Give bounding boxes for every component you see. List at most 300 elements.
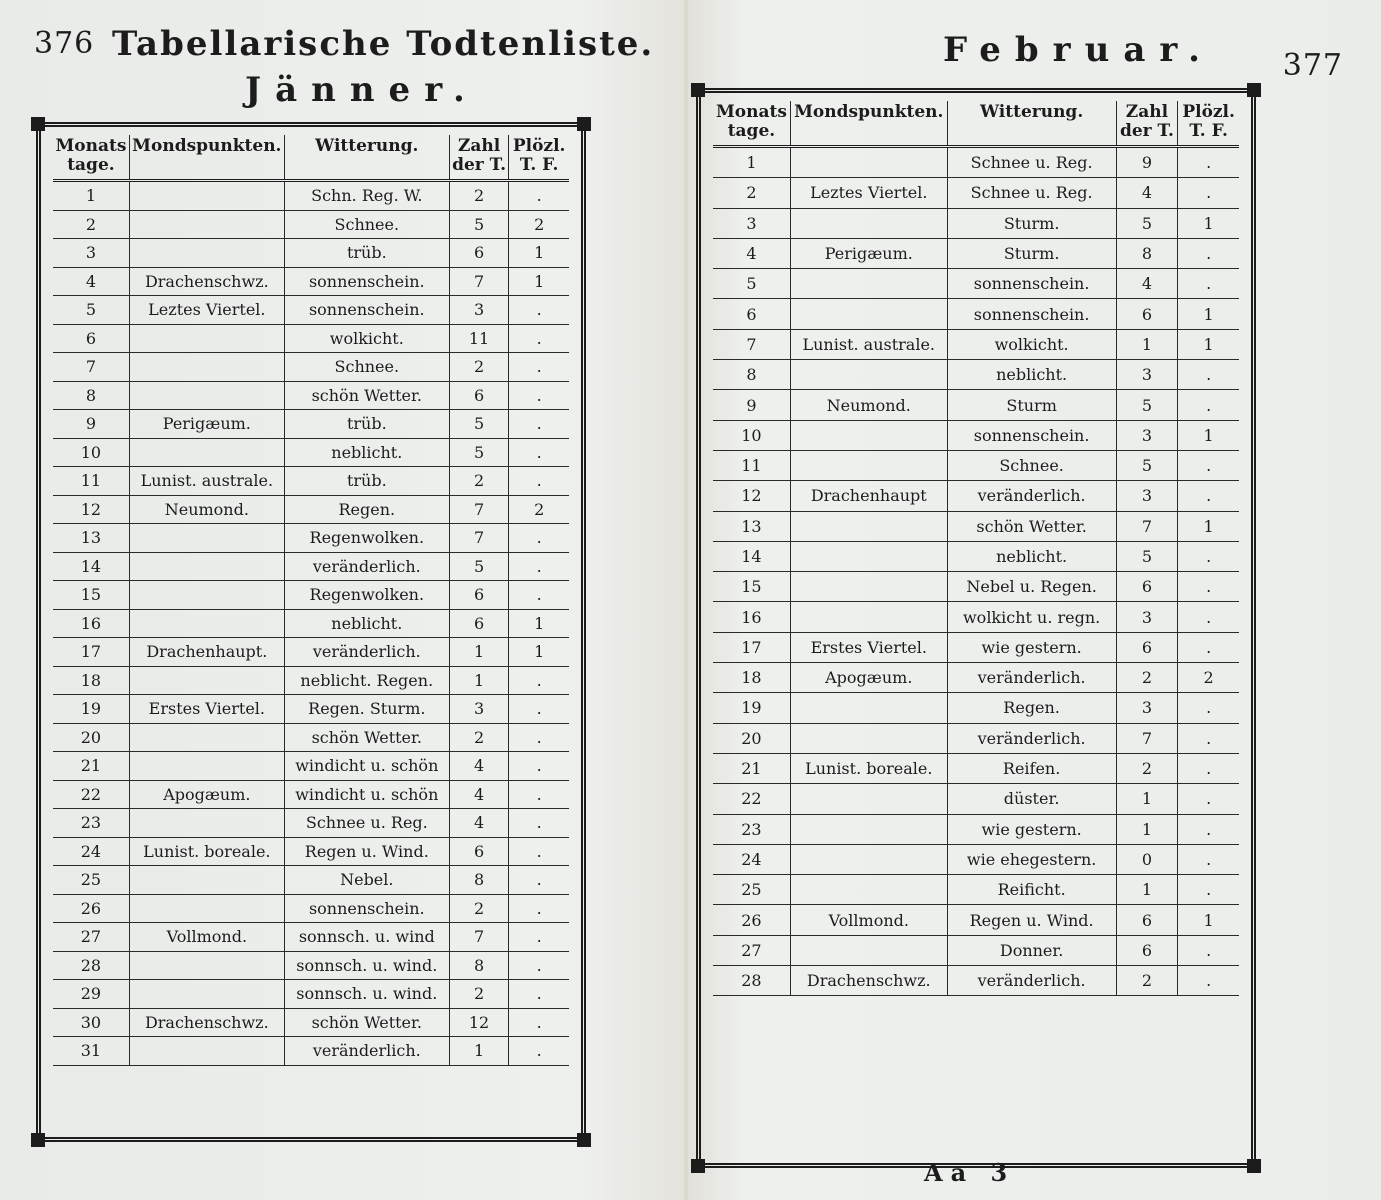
- weather-cell: Schnee u. Reg.: [284, 809, 449, 838]
- table-row: [713, 420, 1239, 450]
- sudden-deaths-cell: .: [1178, 360, 1239, 390]
- day-cell: 14: [713, 541, 790, 571]
- weather-cell: sonnenschein.: [947, 420, 1116, 450]
- table-row: [713, 208, 1239, 238]
- sudden-deaths-cell: .: [1178, 238, 1239, 268]
- table-row: [713, 329, 1239, 359]
- moon-phase-cell: [790, 784, 947, 814]
- day-cell: 21: [53, 752, 129, 781]
- weather-cell: Regen.: [947, 693, 1116, 723]
- moon-phase-cell: [129, 581, 284, 610]
- moon-phase-cell: [790, 875, 947, 905]
- day-cell: 16: [53, 609, 129, 638]
- moon-phase-cell: Neumond.: [129, 495, 284, 524]
- table-row: [53, 1008, 569, 1037]
- day-cell: 12: [53, 495, 129, 524]
- moon-phase-cell: Vollmond.: [129, 923, 284, 952]
- header-moon-phase: Mondspunkten.: [129, 135, 284, 181]
- death-count-cell: 5: [1116, 541, 1178, 571]
- table-row: [713, 753, 1239, 783]
- table-row: [53, 923, 569, 952]
- death-count-cell: 6: [1116, 905, 1178, 935]
- table-row: [53, 524, 569, 553]
- sudden-deaths-cell: .: [509, 866, 569, 895]
- table-row: [713, 693, 1239, 723]
- sudden-deaths-cell: .: [509, 780, 569, 809]
- day-cell: 27: [713, 935, 790, 965]
- moon-phase-cell: Lunist. boreale.: [790, 753, 947, 783]
- weather-cell: veränderlich.: [947, 663, 1116, 693]
- sudden-deaths-cell: .: [1178, 481, 1239, 511]
- weather-cell: Regen. Sturm.: [284, 695, 449, 724]
- sudden-deaths-cell: .: [509, 723, 569, 752]
- table-row: [713, 178, 1239, 208]
- day-cell: 9: [53, 410, 129, 439]
- table-row: [53, 1037, 569, 1066]
- sudden-deaths-cell: .: [509, 666, 569, 695]
- moon-phase-cell: [790, 541, 947, 571]
- moon-phase-cell: [129, 809, 284, 838]
- day-cell: 24: [53, 837, 129, 866]
- moon-phase-cell: [129, 723, 284, 752]
- weather-cell: Sturm.: [947, 238, 1116, 268]
- death-count-cell: 1: [1116, 875, 1178, 905]
- table-row: [713, 602, 1239, 632]
- moon-phase-cell: Leztes Viertel.: [129, 296, 284, 325]
- signature-mark: Aa 3: [924, 1158, 1016, 1187]
- sudden-deaths-cell: 1: [1178, 905, 1239, 935]
- table-row: [713, 147, 1239, 178]
- moon-phase-cell: [790, 450, 947, 480]
- moon-phase-cell: [129, 1037, 284, 1066]
- death-count-cell: 2: [449, 353, 509, 382]
- death-count-cell: 7: [449, 923, 509, 952]
- day-cell: 17: [53, 638, 129, 667]
- sudden-deaths-cell: .: [1178, 966, 1239, 996]
- death-count-cell: 4: [449, 809, 509, 838]
- day-cell: 16: [713, 602, 790, 632]
- table-row: [53, 410, 569, 439]
- moon-phase-cell: [129, 239, 284, 268]
- weather-cell: sonnsch. u. wind.: [284, 980, 449, 1009]
- weather-cell: veränderlich.: [284, 552, 449, 581]
- sudden-deaths-cell: .: [509, 524, 569, 553]
- death-count-cell: 5: [449, 210, 509, 239]
- sudden-deaths-cell: .: [1178, 753, 1239, 783]
- moon-phase-cell: [129, 552, 284, 581]
- death-count-cell: 6: [449, 239, 509, 268]
- day-cell: 20: [53, 723, 129, 752]
- death-count-cell: 3: [1116, 360, 1178, 390]
- corner-ornament: [691, 83, 705, 97]
- death-count-cell: 1: [1116, 329, 1178, 359]
- sudden-deaths-cell: 1: [1178, 420, 1239, 450]
- table-row: [713, 511, 1239, 541]
- death-count-cell: 1: [449, 1037, 509, 1066]
- sudden-deaths-cell: .: [1178, 572, 1239, 602]
- death-count-cell: 11: [449, 324, 509, 353]
- moon-phase-cell: [129, 353, 284, 382]
- table-row: [53, 438, 569, 467]
- corner-ornament: [31, 117, 45, 131]
- moon-phase-cell: [790, 511, 947, 541]
- weather-cell: schön Wetter.: [284, 381, 449, 410]
- moon-phase-cell: [790, 723, 947, 753]
- day-cell: 7: [53, 353, 129, 382]
- death-table-january: [53, 135, 569, 1066]
- page-number: 376: [34, 26, 95, 61]
- sudden-deaths-cell: .: [1178, 632, 1239, 662]
- death-count-cell: 7: [449, 524, 509, 553]
- moon-phase-cell: [129, 951, 284, 980]
- weather-cell: neblicht.: [947, 541, 1116, 571]
- moon-phase-cell: Neumond.: [790, 390, 947, 420]
- sudden-deaths-cell: .: [509, 181, 569, 211]
- death-count-cell: 6: [1116, 632, 1178, 662]
- death-count-cell: 5: [1116, 208, 1178, 238]
- day-cell: 6: [713, 299, 790, 329]
- table-row: [713, 541, 1239, 571]
- table-row: [713, 299, 1239, 329]
- moon-phase-cell: [790, 602, 947, 632]
- death-count-cell: 7: [449, 495, 509, 524]
- weather-cell: wie gestern.: [947, 814, 1116, 844]
- corner-ornament: [1247, 1159, 1261, 1173]
- table-row: [713, 360, 1239, 390]
- weather-cell: schön Wetter.: [947, 511, 1116, 541]
- death-count-cell: 6: [1116, 572, 1178, 602]
- day-cell: 20: [713, 723, 790, 753]
- table-row: [53, 780, 569, 809]
- moon-phase-cell: Perigæum.: [129, 410, 284, 439]
- table-row: [713, 784, 1239, 814]
- day-cell: 1: [713, 147, 790, 178]
- sudden-deaths-cell: 1: [509, 239, 569, 268]
- death-count-cell: 2: [1116, 966, 1178, 996]
- moon-phase-cell: [790, 269, 947, 299]
- weather-cell: Regenwolken.: [284, 524, 449, 553]
- moon-phase-cell: [790, 208, 947, 238]
- table-row: [53, 210, 569, 239]
- weather-cell: sonnenschein.: [284, 894, 449, 923]
- table-row: [53, 638, 569, 667]
- day-cell: 7: [713, 329, 790, 359]
- weather-cell: Schnee u. Reg.: [947, 147, 1116, 178]
- table-row: [53, 324, 569, 353]
- right-page: [688, 0, 1381, 1200]
- table-row: [53, 609, 569, 638]
- sudden-deaths-cell: 1: [1178, 329, 1239, 359]
- weather-cell: sonnenschein.: [947, 269, 1116, 299]
- table-row: [53, 552, 569, 581]
- death-count-cell: 5: [449, 552, 509, 581]
- table-row: [53, 894, 569, 923]
- table-row: [713, 390, 1239, 420]
- death-count-cell: 1: [449, 666, 509, 695]
- death-count-cell: 4: [1116, 178, 1178, 208]
- moon-phase-cell: [790, 147, 947, 178]
- page-number: 377: [1282, 48, 1343, 83]
- sudden-deaths-cell: 1: [509, 609, 569, 638]
- day-cell: 21: [713, 753, 790, 783]
- weather-cell: veränderlich.: [284, 1037, 449, 1066]
- weather-cell: Nebel u. Regen.: [947, 572, 1116, 602]
- moon-phase-cell: Drachenschwz.: [129, 267, 284, 296]
- table-row: [53, 695, 569, 724]
- moon-phase-cell: Vollmond.: [790, 905, 947, 935]
- header-moon-phase: Mondspunkten.: [790, 101, 947, 147]
- corner-ornament: [577, 117, 591, 131]
- header-sudden-deaths: Plözl. T. F.: [1178, 101, 1239, 147]
- header-sudden-deaths: Plözl. T. F.: [509, 135, 569, 181]
- death-count-cell: 5: [1116, 450, 1178, 480]
- day-cell: 24: [713, 844, 790, 874]
- moon-phase-cell: [790, 814, 947, 844]
- sudden-deaths-cell: 1: [1178, 208, 1239, 238]
- sudden-deaths-cell: 1: [509, 267, 569, 296]
- table-row: [713, 269, 1239, 299]
- moon-phase-cell: [129, 524, 284, 553]
- moon-phase-cell: Leztes Viertel.: [790, 178, 947, 208]
- table-row: [713, 238, 1239, 268]
- death-count-cell: 3: [449, 296, 509, 325]
- header-weather: Witterung.: [284, 135, 449, 181]
- weather-cell: Nebel.: [284, 866, 449, 895]
- table-row: [713, 844, 1239, 874]
- day-cell: 26: [53, 894, 129, 923]
- death-count-cell: 5: [449, 438, 509, 467]
- table-row: [53, 809, 569, 838]
- day-cell: 31: [53, 1037, 129, 1066]
- sudden-deaths-cell: 2: [509, 210, 569, 239]
- table-row: [53, 381, 569, 410]
- death-count-cell: 6: [449, 581, 509, 610]
- death-count-cell: 8: [449, 951, 509, 980]
- sudden-deaths-cell: 1: [1178, 511, 1239, 541]
- death-count-cell: 9: [1116, 147, 1178, 178]
- death-count-cell: 5: [449, 410, 509, 439]
- moon-phase-cell: [129, 609, 284, 638]
- table-row: [713, 935, 1239, 965]
- weather-cell: windicht u. schön: [284, 780, 449, 809]
- day-cell: 18: [53, 666, 129, 695]
- death-count-cell: 6: [449, 609, 509, 638]
- header-death-count: Zahl der T.: [449, 135, 509, 181]
- weather-cell: neblicht. Regen.: [284, 666, 449, 695]
- table-row: [53, 837, 569, 866]
- weather-cell: Reificht.: [947, 875, 1116, 905]
- table-row: [53, 951, 569, 980]
- moon-phase-cell: [129, 752, 284, 781]
- table-row: [713, 966, 1239, 996]
- day-cell: 18: [713, 663, 790, 693]
- death-count-cell: 3: [1116, 602, 1178, 632]
- table-row: [713, 572, 1239, 602]
- moon-phase-cell: Lunist. boreale.: [129, 837, 284, 866]
- sudden-deaths-cell: .: [509, 695, 569, 724]
- weather-cell: schön Wetter.: [284, 723, 449, 752]
- day-cell: 13: [713, 511, 790, 541]
- moon-phase-cell: Apogæum.: [129, 780, 284, 809]
- table-row: [53, 495, 569, 524]
- moon-phase-cell: Drachenhaupt.: [129, 638, 284, 667]
- corner-ornament: [691, 1159, 705, 1173]
- header-weather: Witterung.: [947, 101, 1116, 147]
- sudden-deaths-cell: .: [509, 381, 569, 410]
- moon-phase-cell: [129, 894, 284, 923]
- moon-phase-cell: [129, 381, 284, 410]
- moon-phase-cell: [129, 324, 284, 353]
- day-cell: 11: [713, 450, 790, 480]
- day-cell: 10: [713, 420, 790, 450]
- death-count-cell: 8: [449, 866, 509, 895]
- corner-ornament: [1247, 83, 1261, 97]
- weather-cell: sonnenschein.: [284, 267, 449, 296]
- death-count-cell: 2: [1116, 753, 1178, 783]
- weather-cell: Sturm: [947, 390, 1116, 420]
- weather-cell: Reifen.: [947, 753, 1116, 783]
- moon-phase-cell: Drachenschwz.: [790, 966, 947, 996]
- sudden-deaths-cell: .: [509, 353, 569, 382]
- day-cell: 22: [53, 780, 129, 809]
- day-cell: 2: [713, 178, 790, 208]
- sudden-deaths-cell: .: [1178, 269, 1239, 299]
- sudden-deaths-cell: 2: [1178, 663, 1239, 693]
- running-title: Tabellarische Todtenliste.: [112, 24, 655, 64]
- moon-phase-cell: [129, 438, 284, 467]
- table-row: [53, 866, 569, 895]
- day-cell: 30: [53, 1008, 129, 1037]
- sudden-deaths-cell: .: [1178, 541, 1239, 571]
- moon-phase-cell: [790, 935, 947, 965]
- moon-phase-cell: [129, 980, 284, 1009]
- day-cell: 13: [53, 524, 129, 553]
- weather-cell: wie ehegestern.: [947, 844, 1116, 874]
- death-count-cell: 7: [1116, 723, 1178, 753]
- death-count-cell: 7: [1116, 511, 1178, 541]
- day-cell: 14: [53, 552, 129, 581]
- weather-cell: veränderlich.: [947, 481, 1116, 511]
- sudden-deaths-cell: .: [509, 752, 569, 781]
- death-count-cell: 1: [449, 638, 509, 667]
- weather-cell: neblicht.: [284, 609, 449, 638]
- day-cell: 22: [713, 784, 790, 814]
- day-cell: 23: [713, 814, 790, 844]
- weather-cell: Regen u. Wind.: [284, 837, 449, 866]
- sudden-deaths-cell: 1: [1178, 299, 1239, 329]
- moon-phase-cell: Lunist. australe.: [129, 467, 284, 496]
- death-count-cell: 4: [449, 752, 509, 781]
- weather-cell: neblicht.: [284, 438, 449, 467]
- death-count-cell: 0: [1116, 844, 1178, 874]
- day-cell: 26: [713, 905, 790, 935]
- death-count-cell: 3: [449, 695, 509, 724]
- moon-phase-cell: Drachenschwz.: [129, 1008, 284, 1037]
- table-row: [713, 723, 1239, 753]
- death-count-cell: 3: [1116, 420, 1178, 450]
- weather-cell: wolkicht.: [284, 324, 449, 353]
- sudden-deaths-cell: 2: [509, 495, 569, 524]
- death-count-cell: 2: [1116, 663, 1178, 693]
- death-count-cell: 3: [1116, 693, 1178, 723]
- moon-phase-cell: Perigæum.: [790, 238, 947, 268]
- day-cell: 10: [53, 438, 129, 467]
- day-cell: 6: [53, 324, 129, 353]
- table-row: [53, 581, 569, 610]
- moon-phase-cell: Erstes Viertel.: [129, 695, 284, 724]
- day-cell: 28: [713, 966, 790, 996]
- death-count-cell: 2: [449, 467, 509, 496]
- table-row: [713, 905, 1239, 935]
- death-count-cell: 8: [1116, 238, 1178, 268]
- death-count-cell: 2: [449, 181, 509, 211]
- moon-phase-cell: Drachenhaupt: [790, 481, 947, 511]
- death-count-cell: 1: [1116, 784, 1178, 814]
- sudden-deaths-cell: .: [509, 923, 569, 952]
- day-cell: 15: [713, 572, 790, 602]
- moon-phase-cell: [129, 181, 284, 211]
- table-row: [713, 875, 1239, 905]
- moon-phase-cell: [790, 360, 947, 390]
- death-count-cell: 7: [449, 267, 509, 296]
- table-row: [53, 296, 569, 325]
- table-header-row: [53, 135, 569, 181]
- moon-phase-cell: [129, 866, 284, 895]
- death-count-cell: 6: [449, 837, 509, 866]
- month-title: Jänner.: [245, 70, 479, 110]
- day-cell: 27: [53, 923, 129, 952]
- day-cell: 25: [53, 866, 129, 895]
- death-count-cell: 2: [449, 980, 509, 1009]
- weather-cell: sonnenschein.: [284, 296, 449, 325]
- weather-cell: Schnee u. Reg.: [947, 178, 1116, 208]
- weather-cell: düster.: [947, 784, 1116, 814]
- table-row: [53, 267, 569, 296]
- day-cell: 19: [713, 693, 790, 723]
- table-row: [713, 450, 1239, 480]
- sudden-deaths-cell: .: [1178, 844, 1239, 874]
- moon-phase-cell: Lunist. australe.: [790, 329, 947, 359]
- day-cell: 11: [53, 467, 129, 496]
- weather-cell: wolkicht.: [947, 329, 1116, 359]
- death-count-cell: 6: [1116, 299, 1178, 329]
- day-cell: 15: [53, 581, 129, 610]
- table-row: [53, 980, 569, 1009]
- weather-cell: veränderlich.: [947, 723, 1116, 753]
- sudden-deaths-cell: .: [509, 324, 569, 353]
- death-count-cell: 6: [1116, 935, 1178, 965]
- sudden-deaths-cell: .: [1178, 693, 1239, 723]
- table-row: [53, 723, 569, 752]
- month-title: Februar.: [943, 30, 1214, 70]
- sudden-deaths-cell: .: [509, 296, 569, 325]
- death-count-cell: 1: [1116, 814, 1178, 844]
- sudden-deaths-cell: .: [1178, 723, 1239, 753]
- moon-phase-cell: Erstes Viertel.: [790, 632, 947, 662]
- weather-cell: sonnsch. u. wind.: [284, 951, 449, 980]
- sudden-deaths-cell: .: [509, 581, 569, 610]
- sudden-deaths-cell: .: [509, 1037, 569, 1066]
- weather-cell: veränderlich.: [947, 966, 1116, 996]
- table-row: [713, 814, 1239, 844]
- corner-ornament: [577, 1133, 591, 1147]
- weather-cell: wie gestern.: [947, 632, 1116, 662]
- weather-cell: trüb.: [284, 239, 449, 268]
- sudden-deaths-cell: .: [1178, 390, 1239, 420]
- sudden-deaths-cell: .: [1178, 602, 1239, 632]
- table-row: [53, 666, 569, 695]
- weather-cell: Schnee.: [947, 450, 1116, 480]
